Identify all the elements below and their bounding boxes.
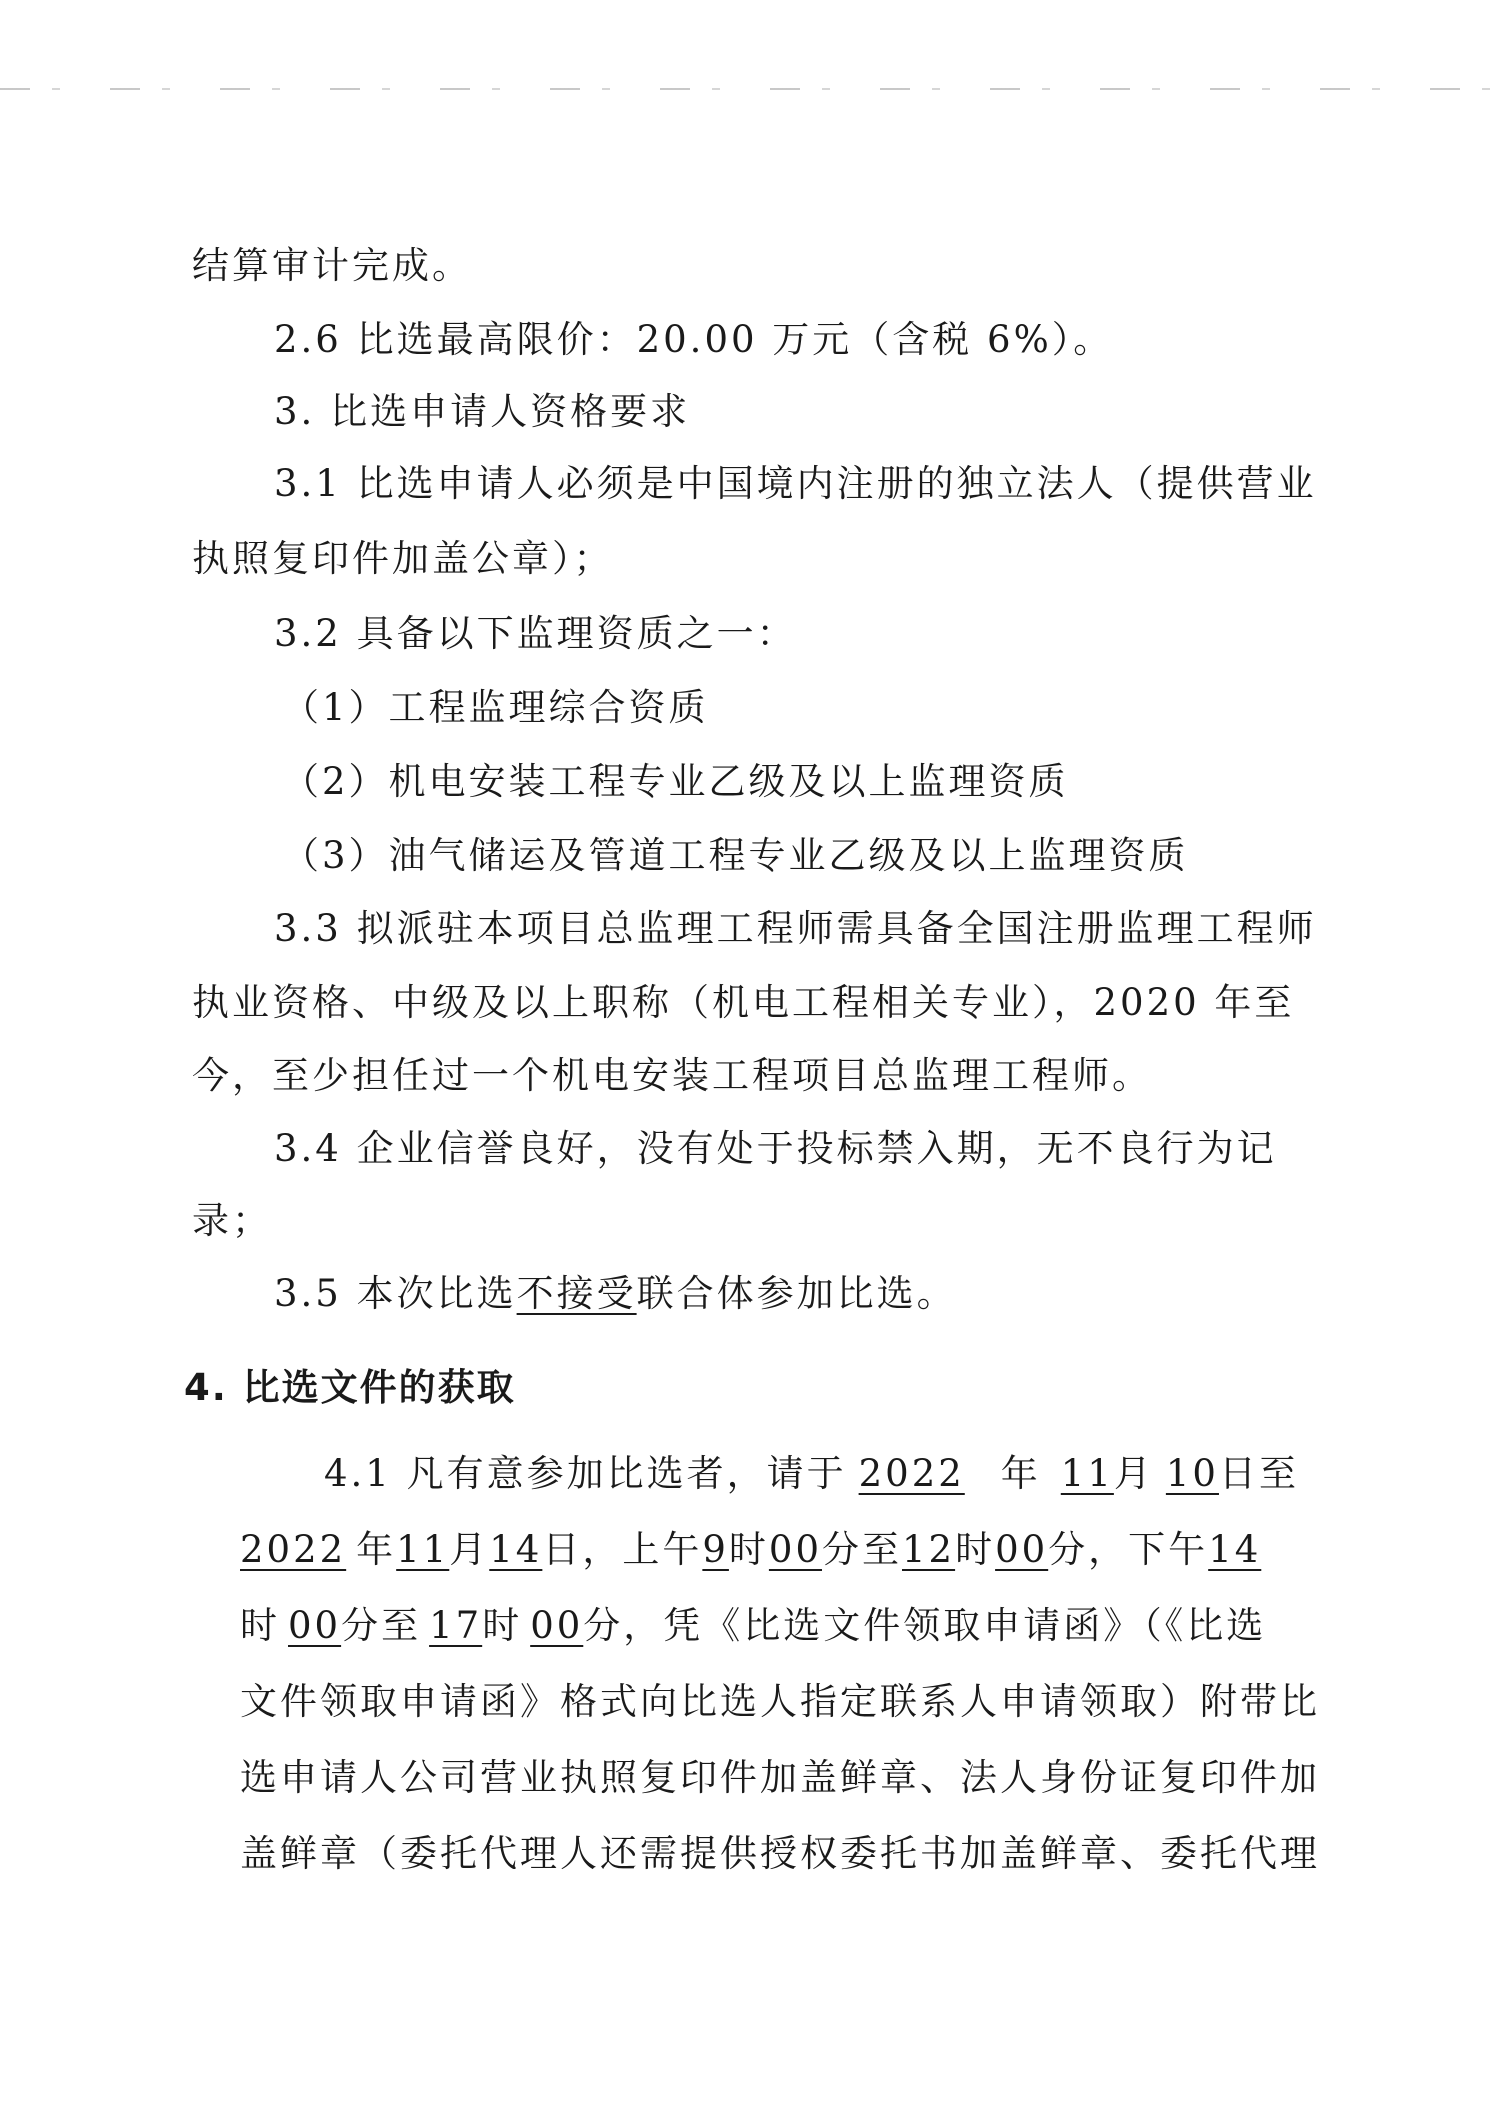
fill-minute: 00 xyxy=(995,1528,1049,1571)
text-line: 盖鲜章（委托代理人还需提供授权委托书加盖鲜章、委托代理 xyxy=(240,1832,1320,1875)
fill-blank xyxy=(702,1528,729,1571)
text-line: 3.2 具备以下监理资质之一： xyxy=(274,612,797,655)
text-line: 2.6 比选最高限价：20.00 万元（含税 6%）。 xyxy=(274,318,1114,361)
fill-hour: 17 xyxy=(429,1604,483,1647)
fill-blank xyxy=(1061,1452,1114,1495)
text-span: 时 xyxy=(240,1604,280,1647)
fill-month: 11 xyxy=(396,1528,450,1571)
text-span: 分至 xyxy=(341,1604,422,1647)
fill-blank xyxy=(429,1604,482,1647)
list-item: （2）机电安装工程专业乙级及以上监理资质 xyxy=(282,760,1069,803)
text-line: 结算审计完成。 xyxy=(192,244,472,287)
text-span: 日，上午 xyxy=(542,1528,703,1571)
list-item: （3）油气储运及管道工程专业乙级及以上监理资质 xyxy=(282,834,1189,877)
text-line-4-1 xyxy=(240,1602,1266,1650)
fill-day: 10 xyxy=(1165,1452,1219,1495)
underlined-text: 不接受 xyxy=(516,1272,637,1315)
text-span: 时 xyxy=(482,1604,523,1647)
fill-minute: 00 xyxy=(288,1604,342,1647)
section-heading: 4. 比选文件的获取 xyxy=(184,1366,516,1409)
fill-minute: 00 xyxy=(530,1604,584,1647)
fill-blank xyxy=(396,1528,449,1571)
text-span: 月 xyxy=(449,1528,490,1571)
fill-year: 2022 xyxy=(240,1528,347,1571)
text-line: 录； xyxy=(192,1199,272,1242)
text-span: 4.1 凡有意参加比选者，请于 xyxy=(324,1452,847,1495)
text-line: 3.1 比选申请人必须是中国境内注册的独立法人（提供营业 xyxy=(274,462,1317,505)
text-span: 时 xyxy=(955,1528,996,1571)
fill-blank xyxy=(530,1604,583,1647)
text-span: 分，下午 xyxy=(1048,1528,1209,1571)
fill-hour: 9 xyxy=(702,1528,729,1571)
text-line: 3. 比选申请人资格要求 xyxy=(274,390,691,433)
text-span: 月 xyxy=(1113,1452,1154,1495)
text-line: 文件领取申请函》格式向比选人指定联系人申请领取）附带比 xyxy=(240,1680,1320,1723)
fill-blank xyxy=(769,1528,822,1571)
fill-minute: 00 xyxy=(768,1528,822,1571)
fill-year: 2022 xyxy=(858,1452,965,1495)
text-line: 3.4 企业信誉良好，没有处于投标禁入期，无不良行为记 xyxy=(274,1127,1277,1170)
text-line: 今，至少担任过一个机电安装工程项目总监理工程师。 xyxy=(192,1054,1152,1097)
text-span: 分，凭《比选文件领取申请函》（《比选 xyxy=(583,1604,1267,1647)
text-span: 联合体参加比选。 xyxy=(636,1272,957,1315)
text-span: 分至 xyxy=(822,1528,902,1571)
scan-edge-artifact xyxy=(0,88,1500,90)
fill-blank xyxy=(288,1604,341,1647)
text-line-4-1 xyxy=(324,1450,1299,1498)
fill-hour: 12 xyxy=(902,1528,956,1571)
text-line: 选申请人公司营业执照复印件加盖鲜章、法人身份证复印件加 xyxy=(240,1756,1320,1799)
fill-blank xyxy=(847,1452,1001,1495)
fill-month: 11 xyxy=(1060,1452,1114,1495)
fill-blank xyxy=(902,1528,955,1571)
fill-blank xyxy=(240,1528,356,1571)
text-span: 时 xyxy=(728,1528,769,1571)
fill-hour: 14 xyxy=(1208,1528,1262,1571)
text-line-3-5 xyxy=(274,1270,957,1318)
fill-blank xyxy=(995,1528,1048,1571)
text-span: 年 xyxy=(356,1528,397,1571)
text-line: 3.3 拟派驻本项目总监理工程师需具备全国注册监理工程师 xyxy=(274,907,1317,950)
text-line-4-1 xyxy=(240,1526,1261,1574)
fill-day: 14 xyxy=(489,1528,543,1571)
text-line: 执照复印件加盖公章）； xyxy=(192,537,614,580)
fill-blank xyxy=(1166,1452,1219,1495)
fill-blank xyxy=(489,1528,542,1571)
text-span: 3.5 本次比选 xyxy=(274,1272,517,1315)
list-item: （1）工程监理综合资质 xyxy=(282,686,709,729)
text-span: 日至 xyxy=(1218,1452,1299,1495)
text-line: 执业资格、中级及以上职称（机电工程相关专业），2020 年至 xyxy=(192,981,1295,1024)
text-span: 年 xyxy=(1000,1452,1041,1495)
fill-blank xyxy=(1208,1528,1261,1571)
